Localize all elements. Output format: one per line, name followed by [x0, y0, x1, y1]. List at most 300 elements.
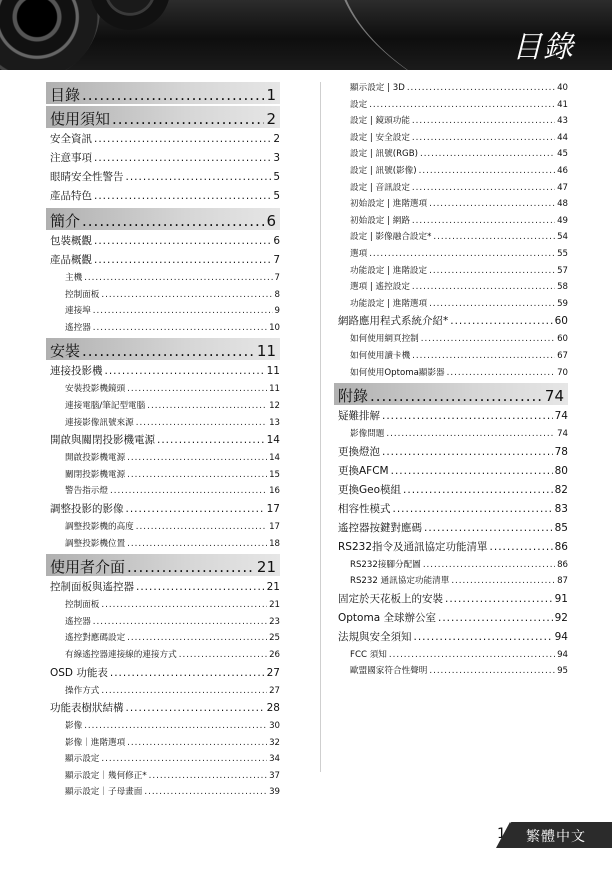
toc-leader-dots	[451, 573, 555, 590]
toc-entry-title: OSD 功能表	[50, 666, 108, 679]
toc-leader-dots	[419, 163, 555, 180]
toc-subentry[interactable]	[50, 768, 280, 785]
toc-page-number: 87	[557, 576, 568, 587]
toc-entry[interactable]	[50, 699, 280, 718]
toc-page-number: 8	[274, 289, 280, 300]
toc-entry-title: 目錄	[50, 86, 81, 104]
toc-page-number: 32	[269, 737, 280, 748]
toc-entry-title: 如何使用網頁控制	[350, 334, 419, 345]
lens-ring-graphic	[90, 0, 170, 30]
toc-subentry[interactable]	[338, 246, 568, 263]
page-header	[0, 0, 612, 70]
toc-leader-dots	[429, 296, 555, 313]
toc-page-number: 74	[544, 387, 564, 406]
toc-page-number: 7	[274, 273, 280, 283]
toc-entry[interactable]	[50, 130, 280, 149]
toc-page-number: 12	[269, 400, 280, 411]
toc-entry-title: 影像｜進階選項	[65, 737, 126, 748]
toc-leader-dots	[389, 647, 555, 664]
toc-entry-title: RS232接腳分配圖	[350, 559, 421, 570]
toc-subentry[interactable]	[50, 270, 280, 287]
toc-entry[interactable]	[50, 362, 280, 381]
toc-entry-title: 包裝概觀	[50, 235, 92, 247]
toc-subentry[interactable]	[338, 130, 568, 147]
toc-entry-title: 設定	[350, 99, 368, 110]
toc-entry-title: 設定 | 訊號(影像)	[350, 165, 417, 176]
toc-entry-title: 初始設定 | 網路	[350, 215, 410, 226]
column-divider	[320, 82, 321, 772]
toc-page-number: 14	[269, 453, 280, 464]
toc-page-number: 17	[269, 521, 280, 532]
toc-entry-title: 功能表樹狀結構	[50, 702, 124, 715]
toc-entry-title: 更換燈泡	[338, 445, 380, 458]
toc-leader-dots	[127, 558, 255, 576]
toc-entry[interactable]	[50, 168, 280, 187]
toc-entry-title: RS232 通訊協定功能清單	[350, 576, 450, 587]
toc-entry[interactable]	[50, 232, 280, 251]
toc-page-number: 34	[269, 754, 280, 765]
toc-entry-title: 設定 | 音訊設定	[350, 182, 410, 193]
toc-page-number: 40	[557, 83, 568, 93]
toc-entry-title: 連接投影機	[50, 365, 103, 378]
toc-subentry[interactable]	[50, 303, 280, 320]
toc-page-number: 70	[557, 367, 568, 378]
toc-entry-title: 更換AFCM	[338, 464, 389, 477]
toc-page-number: 94	[554, 630, 568, 643]
toc-entry-title: 有線遙控器連接線的連接方式	[65, 649, 177, 660]
toc-entry-title: 關閉投影機電源	[65, 469, 126, 480]
toc-leader-dots	[490, 538, 553, 557]
toc-page-number: 10	[269, 322, 280, 333]
toc-leader-dots	[82, 212, 264, 230]
toc-page-number: 55	[557, 248, 568, 259]
toc-entry-title: RS232指令及通訊協定功能清單	[338, 540, 488, 553]
toc-entry-title: 顯示設定	[65, 754, 100, 765]
toc-subentry[interactable]	[50, 784, 280, 801]
toc-page-number: 54	[557, 232, 568, 243]
toc-leader-dots	[412, 180, 555, 197]
toc-leader-dots	[127, 630, 267, 647]
toc-leader-dots	[382, 407, 553, 426]
toc-entry-title: 功能設定 | 進階選項	[350, 298, 428, 309]
toc-entry-title: 注意事項	[50, 152, 92, 164]
toc-page-number: 60	[557, 334, 568, 345]
toc-leader-dots	[93, 320, 267, 337]
toc-entry-title: 影像	[65, 721, 83, 732]
toc-entry[interactable]	[338, 407, 568, 426]
toc-page-number: 15	[269, 469, 280, 480]
toc-page-number: 45	[557, 149, 568, 160]
toc-page-number: 7	[273, 254, 280, 266]
toc-leader-dots	[94, 149, 271, 168]
toc-entry-title: 如何使用讀卡機	[350, 350, 411, 361]
toc-leader-dots	[127, 467, 267, 484]
toc-leader-dots	[112, 110, 264, 128]
toc-entry-title: 顯示設定｜幾何修正*	[65, 770, 147, 781]
toc-entry-title: 設定 | 影像融合設定*	[350, 232, 432, 243]
toc-section-heading[interactable]	[46, 82, 280, 104]
toc-leader-dots	[127, 450, 267, 467]
toc-entry-title: 設定 | 訊號(RGB)	[350, 149, 418, 160]
toc-entry-title: 選項	[350, 248, 368, 259]
toc-entry-title: 控制面板	[65, 289, 100, 300]
toc-subentry[interactable]	[338, 647, 568, 664]
toc-entry-title: 顯示設定｜子母畫面	[65, 787, 143, 798]
toc-leader-dots	[429, 196, 555, 213]
toc-leader-dots	[391, 462, 553, 481]
toc-page-number: 47	[557, 182, 568, 193]
toc-leader-dots	[84, 718, 267, 735]
toc-leader-dots	[386, 426, 555, 443]
toc-subentry[interactable]	[50, 519, 280, 536]
toc-page-number: 58	[557, 282, 568, 293]
toc-leader-dots	[127, 735, 267, 752]
toc-entry[interactable]	[338, 500, 568, 519]
toc-leader-dots	[157, 431, 265, 450]
toc-entry-title: 功能設定 | 進階設定	[350, 265, 428, 276]
toc-entry[interactable]	[338, 538, 568, 557]
toc-page-number: 9	[274, 306, 280, 317]
page-footer	[0, 818, 612, 858]
toc-subentry[interactable]	[338, 348, 568, 365]
toc-section-heading[interactable]	[46, 554, 280, 576]
toc-page-number: 95	[557, 666, 568, 677]
toc-leader-dots	[136, 415, 267, 432]
toc-leader-dots	[94, 251, 271, 270]
toc-leader-dots	[127, 536, 267, 553]
toc-page-number: 86	[554, 540, 568, 553]
toc-leader-dots	[126, 699, 265, 718]
toc-subentry[interactable]	[338, 331, 568, 348]
toc-page-number: 43	[557, 116, 568, 127]
toc-entry-title: 操作方式	[65, 685, 100, 696]
toc-leader-dots	[423, 557, 555, 574]
toc-page-number: 11	[256, 342, 276, 361]
toc-entry-title: 連接影像訊號來源	[65, 417, 134, 428]
toc-entry[interactable]	[338, 590, 568, 609]
toc-page-number: 6	[266, 212, 276, 230]
toc-page-number: 14	[266, 434, 280, 447]
toc-entry-title: 使用者介面	[50, 558, 126, 577]
toc-entry-title: 初始設定 | 進階選項	[350, 199, 428, 210]
toc-leader-dots	[433, 229, 555, 246]
toc-left-column	[50, 80, 280, 801]
toc-entry-title: 警告指示燈	[65, 486, 108, 497]
toc-leader-dots	[110, 664, 265, 683]
toc-entry-title: 法規與安全須知	[338, 630, 412, 643]
toc-entry-title: 使用須知	[50, 110, 111, 128]
toc-page-number: 94	[557, 649, 568, 660]
toc-entry[interactable]	[338, 519, 568, 538]
toc-leader-dots	[136, 519, 267, 536]
toc-page-number: 80	[554, 464, 568, 477]
toc-leader-dots	[94, 187, 271, 206]
toc-entry-title: 遙控器	[65, 616, 91, 627]
toc-subentry[interactable]	[338, 365, 568, 382]
toc-entry-title: 主機	[65, 273, 83, 283]
toc-subentry[interactable]	[50, 381, 280, 398]
toc-page-number: 25	[269, 633, 280, 644]
toc-entry-title: 網路應用程式系統介紹*	[338, 315, 449, 328]
toc-page-number: 37	[269, 770, 280, 781]
toc-page-number: 74	[557, 429, 568, 440]
toc-subentry[interactable]	[338, 213, 568, 230]
toc-entry[interactable]	[50, 149, 280, 168]
toc-leader-dots	[101, 751, 267, 768]
toc-page-number: 49	[557, 215, 568, 226]
toc-page-number: 86	[557, 559, 568, 570]
toc-entry-title: 安裝	[50, 342, 81, 361]
toc-leader-dots	[420, 146, 555, 163]
toc-subentry[interactable]	[50, 718, 280, 735]
toc-entry-title: 顯示設定 | 3D	[350, 83, 405, 93]
toc-page-number: 44	[557, 132, 568, 143]
toc-leader-dots	[179, 647, 267, 664]
toc-entry-title: 固定於天花板上的安裝	[338, 592, 443, 605]
toc-entry-title: 附錄	[338, 387, 369, 406]
toc-subentry[interactable]	[338, 557, 568, 574]
toc-page-number: 92	[554, 611, 568, 624]
toc-leader-dots	[403, 481, 553, 500]
toc-leader-dots	[369, 246, 555, 263]
toc-page-number: 5	[273, 190, 280, 202]
toc-section-heading[interactable]	[46, 208, 280, 230]
toc-entry-title: 連接埠	[65, 306, 91, 317]
toc-section-heading[interactable]	[46, 106, 280, 128]
toc-entry-title: 調整投影機位置	[65, 538, 126, 549]
toc-subentry[interactable]	[338, 296, 568, 313]
toc-entry[interactable]	[50, 251, 280, 270]
toc-page-number: 91	[554, 592, 568, 605]
toc-entry-title: 疑難排解	[338, 410, 380, 423]
toc-entry-title: 安裝投影機鏡頭	[65, 384, 126, 395]
toc-leader-dots	[421, 331, 555, 348]
toc-entry-title: 歐盟國家符合性聲明	[350, 666, 428, 677]
toc-leader-dots	[93, 303, 273, 320]
toc-leader-dots	[126, 168, 272, 187]
toc-entry[interactable]	[338, 443, 568, 462]
toc-entry-title: 控制面板	[65, 600, 100, 611]
toc-subentry[interactable]	[338, 279, 568, 296]
toc-page-number: 13	[269, 417, 280, 428]
toc-subentry[interactable]	[50, 751, 280, 768]
toc-page-number: 28	[266, 702, 280, 715]
toc-subentry[interactable]	[338, 163, 568, 180]
toc-entry-title: 設定 | 鏡頭功能	[350, 116, 410, 127]
toc-page-number: 21	[256, 558, 276, 577]
toc-entry-title: 遙控對應碼設定	[65, 633, 126, 644]
toc-page-number: 23	[269, 616, 280, 627]
toc-entry-title: 更換Geo模組	[338, 483, 402, 496]
toc-page-number: 11	[266, 365, 280, 378]
toc-page-number: 82	[554, 483, 568, 496]
toc-entry[interactable]	[338, 481, 568, 500]
toc-subentry[interactable]	[50, 630, 280, 647]
toc-page-number: 16	[269, 486, 280, 497]
toc-page-number: 67	[557, 350, 568, 361]
toc-leader-dots	[136, 578, 265, 597]
toc-leader-dots	[412, 279, 555, 296]
toc-subentry[interactable]	[50, 287, 280, 304]
toc-leader-dots	[101, 597, 267, 614]
language-label: 繁體中文	[526, 829, 586, 845]
toc-leader-dots	[414, 628, 553, 647]
toc-leader-dots	[101, 683, 267, 700]
toc-leader-dots	[84, 270, 272, 287]
toc-entry-title: 相容性模式	[338, 502, 391, 515]
toc-entry-title: 安全資訊	[50, 133, 92, 145]
toc-page-number: 60	[554, 315, 568, 328]
toc-page-number: 74	[554, 410, 568, 423]
toc-page-number: 39	[269, 787, 280, 798]
toc-page-number: 2	[266, 110, 276, 128]
toc-leader-dots	[412, 348, 555, 365]
toc-page-number: 59	[557, 298, 568, 309]
toc-leader-dots	[412, 113, 555, 130]
toc-page-number: 46	[557, 165, 568, 176]
toc-entry-title: 調整投影的影像	[50, 502, 124, 515]
toc-page-number: 41	[557, 99, 568, 110]
toc-leader-dots	[369, 97, 555, 114]
toc-leader-dots	[445, 590, 553, 609]
toc-entry[interactable]	[338, 628, 568, 647]
toc-leader-dots	[412, 130, 555, 147]
toc-leader-dots	[94, 232, 271, 251]
toc-page-number: 6	[273, 235, 280, 247]
toc-leader-dots	[93, 614, 267, 631]
toc-subentry[interactable]	[50, 467, 280, 484]
toc-leader-dots	[447, 365, 555, 382]
toc-entry-title: FCC 須知	[350, 649, 387, 660]
toc-entry-title: 如何使用Optoma顯影器	[350, 367, 445, 378]
toc-leader-dots	[438, 609, 553, 628]
toc-entry-title: 調整投影機的高度	[65, 521, 134, 532]
toc-subentry[interactable]	[50, 536, 280, 553]
toc-page-number: 27	[266, 666, 280, 679]
toc-page-number: 48	[557, 199, 568, 210]
toc-subentry[interactable]	[50, 735, 280, 752]
toc-subentry[interactable]	[338, 113, 568, 130]
toc-entry[interactable]	[338, 462, 568, 481]
toc-page-number: 83	[554, 502, 568, 515]
toc-entry-title: 設定 | 安全設定	[350, 132, 410, 143]
toc-entry-title: 控制面板與遙控器	[50, 581, 134, 594]
toc-leader-dots	[127, 381, 267, 398]
toc-entry-title: 產品概觀	[50, 254, 92, 266]
toc-subentry[interactable]	[50, 320, 280, 337]
toc-subentry[interactable]	[338, 180, 568, 197]
toc-leader-dots	[412, 213, 555, 230]
toc-subentry[interactable]	[338, 573, 568, 590]
toc-subentry[interactable]	[338, 263, 568, 280]
header-title: 目錄	[512, 30, 574, 65]
toc-page-number: 1	[266, 86, 276, 104]
projector-lens-graphic	[0, 0, 100, 70]
toc-entry[interactable]	[50, 431, 280, 450]
toc-entry-title: 遙控器	[65, 322, 91, 333]
toc-page-number: 30	[269, 721, 280, 732]
toc-page-number: 85	[554, 521, 568, 534]
toc-entry[interactable]	[50, 578, 280, 597]
toc-page-number: 3	[273, 152, 280, 164]
toc-subentry[interactable]	[338, 80, 568, 97]
toc-entry-title: 影像問題	[350, 429, 385, 440]
toc-entry-title: 產品特色	[50, 190, 92, 202]
toc-page-number: 17	[266, 502, 280, 515]
toc-leader-dots	[429, 663, 555, 680]
toc-page-number: 27	[269, 685, 280, 696]
toc-leader-dots	[82, 342, 255, 360]
toc-leader-dots	[94, 130, 271, 149]
toc-entry-title: Optoma 全球辦公室	[338, 611, 436, 624]
toc-leader-dots	[429, 263, 555, 280]
toc-entry[interactable]	[50, 187, 280, 206]
toc-leader-dots	[370, 387, 543, 405]
toc-leader-dots	[144, 784, 267, 801]
toc-subentry[interactable]	[50, 683, 280, 700]
toc-leader-dots	[424, 519, 553, 538]
toc-page-number: 78	[554, 445, 568, 458]
toc-page-number: 11	[269, 384, 280, 395]
toc-leader-dots	[450, 312, 552, 331]
toc-page-number: 18	[269, 538, 280, 549]
toc-leader-dots	[126, 500, 265, 519]
toc-entry[interactable]	[50, 664, 280, 683]
toc-subentry[interactable]	[50, 450, 280, 467]
toc-page-number: 2	[273, 133, 280, 145]
toc-page-number: 57	[557, 265, 568, 276]
toc-subentry[interactable]	[338, 146, 568, 163]
toc-entry[interactable]	[50, 500, 280, 519]
language-tab	[510, 822, 612, 848]
toc-subentry[interactable]	[50, 597, 280, 614]
toc-subentry[interactable]	[338, 97, 568, 114]
toc-leader-dots	[105, 362, 265, 381]
toc-subentry[interactable]	[338, 426, 568, 443]
toc-leader-dots	[110, 483, 267, 500]
toc-leader-dots	[101, 287, 272, 304]
toc-subentry[interactable]	[50, 647, 280, 664]
toc-page-number: 21	[269, 600, 280, 611]
toc-page-number: 26	[269, 649, 280, 660]
toc-entry-title: 連接電腦/筆記型電腦	[65, 400, 146, 411]
toc-leader-dots	[147, 398, 267, 415]
toc-subentry[interactable]	[338, 196, 568, 213]
toc-entry-title: 開啟投影機電源	[65, 453, 126, 464]
toc-section-heading[interactable]	[46, 338, 280, 360]
toc-entry[interactable]	[338, 609, 568, 628]
toc-leader-dots	[382, 443, 553, 462]
toc-subentry[interactable]	[338, 663, 568, 680]
toc-leader-dots	[82, 86, 264, 104]
toc-entry-title: 眼睛安全性警告	[50, 171, 124, 183]
toc-section-heading[interactable]	[334, 383, 568, 405]
toc-leader-dots	[393, 500, 553, 519]
toc-subentry[interactable]	[50, 415, 280, 432]
toc-subentry[interactable]	[338, 229, 568, 246]
toc-entry-title: 簡介	[50, 212, 81, 230]
toc-page-number: 5	[273, 171, 280, 183]
toc-entry-title: 遙控器按鍵對應碼	[338, 521, 422, 534]
toc-subentry[interactable]	[50, 614, 280, 631]
toc-right-column	[338, 80, 568, 680]
toc-subentry[interactable]	[50, 483, 280, 500]
toc-page-number: 21	[266, 581, 280, 594]
toc-entry-title: 開啟與關閉投影機電源	[50, 434, 155, 447]
toc-entry-title: 選項 | 遙控設定	[350, 282, 410, 293]
toc-subentry[interactable]	[50, 398, 280, 415]
toc-entry[interactable]	[338, 312, 568, 331]
